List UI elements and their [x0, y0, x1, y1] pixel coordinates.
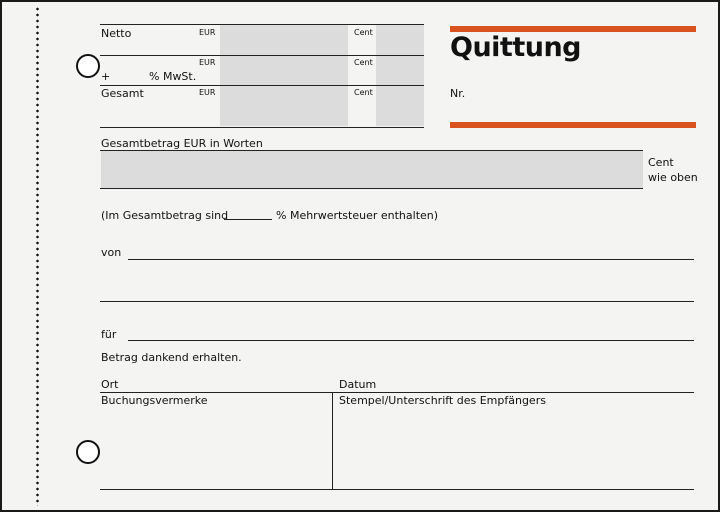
signature-field[interactable]: [333, 393, 694, 489]
amount-in-words-field[interactable]: [101, 151, 643, 188]
ort-label: Ort: [101, 378, 119, 391]
netto-eur-field[interactable]: [220, 25, 348, 55]
fuer-label: für: [101, 328, 117, 341]
von-label: von: [101, 246, 122, 259]
vat-note-suffix: % Mehrwertsteuer enthalten): [276, 209, 439, 222]
perforation-line: [36, 6, 39, 506]
cent-wie-oben-line1: Cent: [648, 156, 674, 169]
netto-label: Netto: [101, 27, 132, 40]
von-field-line[interactable]: [128, 259, 694, 260]
von-second-line[interactable]: [100, 301, 694, 302]
mwst-cent-field[interactable]: [376, 56, 424, 85]
gesamt-cent-label: Cent: [354, 88, 373, 97]
fuer-field-line[interactable]: [128, 340, 694, 341]
bottom-box-line: [100, 489, 694, 490]
mwst-percent-label: % MwSt.: [149, 70, 197, 83]
title-accent-bar-bottom: [450, 122, 696, 128]
received-text: Betrag dankend erhalten.: [101, 351, 242, 364]
booking-notes-field[interactable]: [100, 407, 332, 489]
punch-hole-top: [76, 54, 100, 78]
page-title: Quittung: [450, 32, 582, 63]
gesamt-cent-field[interactable]: [376, 86, 424, 126]
gesamt-label: Gesamt: [101, 87, 144, 100]
netto-cent-label: Cent: [354, 28, 373, 37]
mwst-cent-label: Cent: [354, 58, 373, 67]
buchungsvermerke-label: Buchungsvermerke: [101, 394, 208, 407]
stempel-unterschrift-label: Stempel/Unterschrift des Empfängers: [339, 394, 546, 407]
netto-eur-label: EUR: [199, 28, 216, 37]
gesamt-eur-field[interactable]: [220, 86, 348, 126]
vat-note-prefix: (Im Gesamtbetrag sind: [101, 209, 229, 222]
vat-percent-field[interactable]: [224, 219, 272, 220]
amount-in-words-label: Gesamtbetrag EUR in Worten: [101, 137, 263, 150]
gesamt-eur-label: EUR: [199, 88, 216, 97]
receipt-number-label: Nr.: [450, 87, 466, 100]
amount-in-words-bottom-line: [100, 188, 643, 189]
cent-wie-oben-line2: wie oben: [648, 171, 698, 184]
mwst-eur-field[interactable]: [220, 56, 348, 85]
netto-cent-field[interactable]: [376, 25, 424, 55]
plus-label: +: [101, 70, 111, 83]
datum-label: Datum: [339, 378, 377, 391]
punch-hole-bottom: [76, 440, 100, 464]
mwst-eur-label: EUR: [199, 58, 216, 67]
amount-table-bottom-line: [100, 127, 424, 128]
